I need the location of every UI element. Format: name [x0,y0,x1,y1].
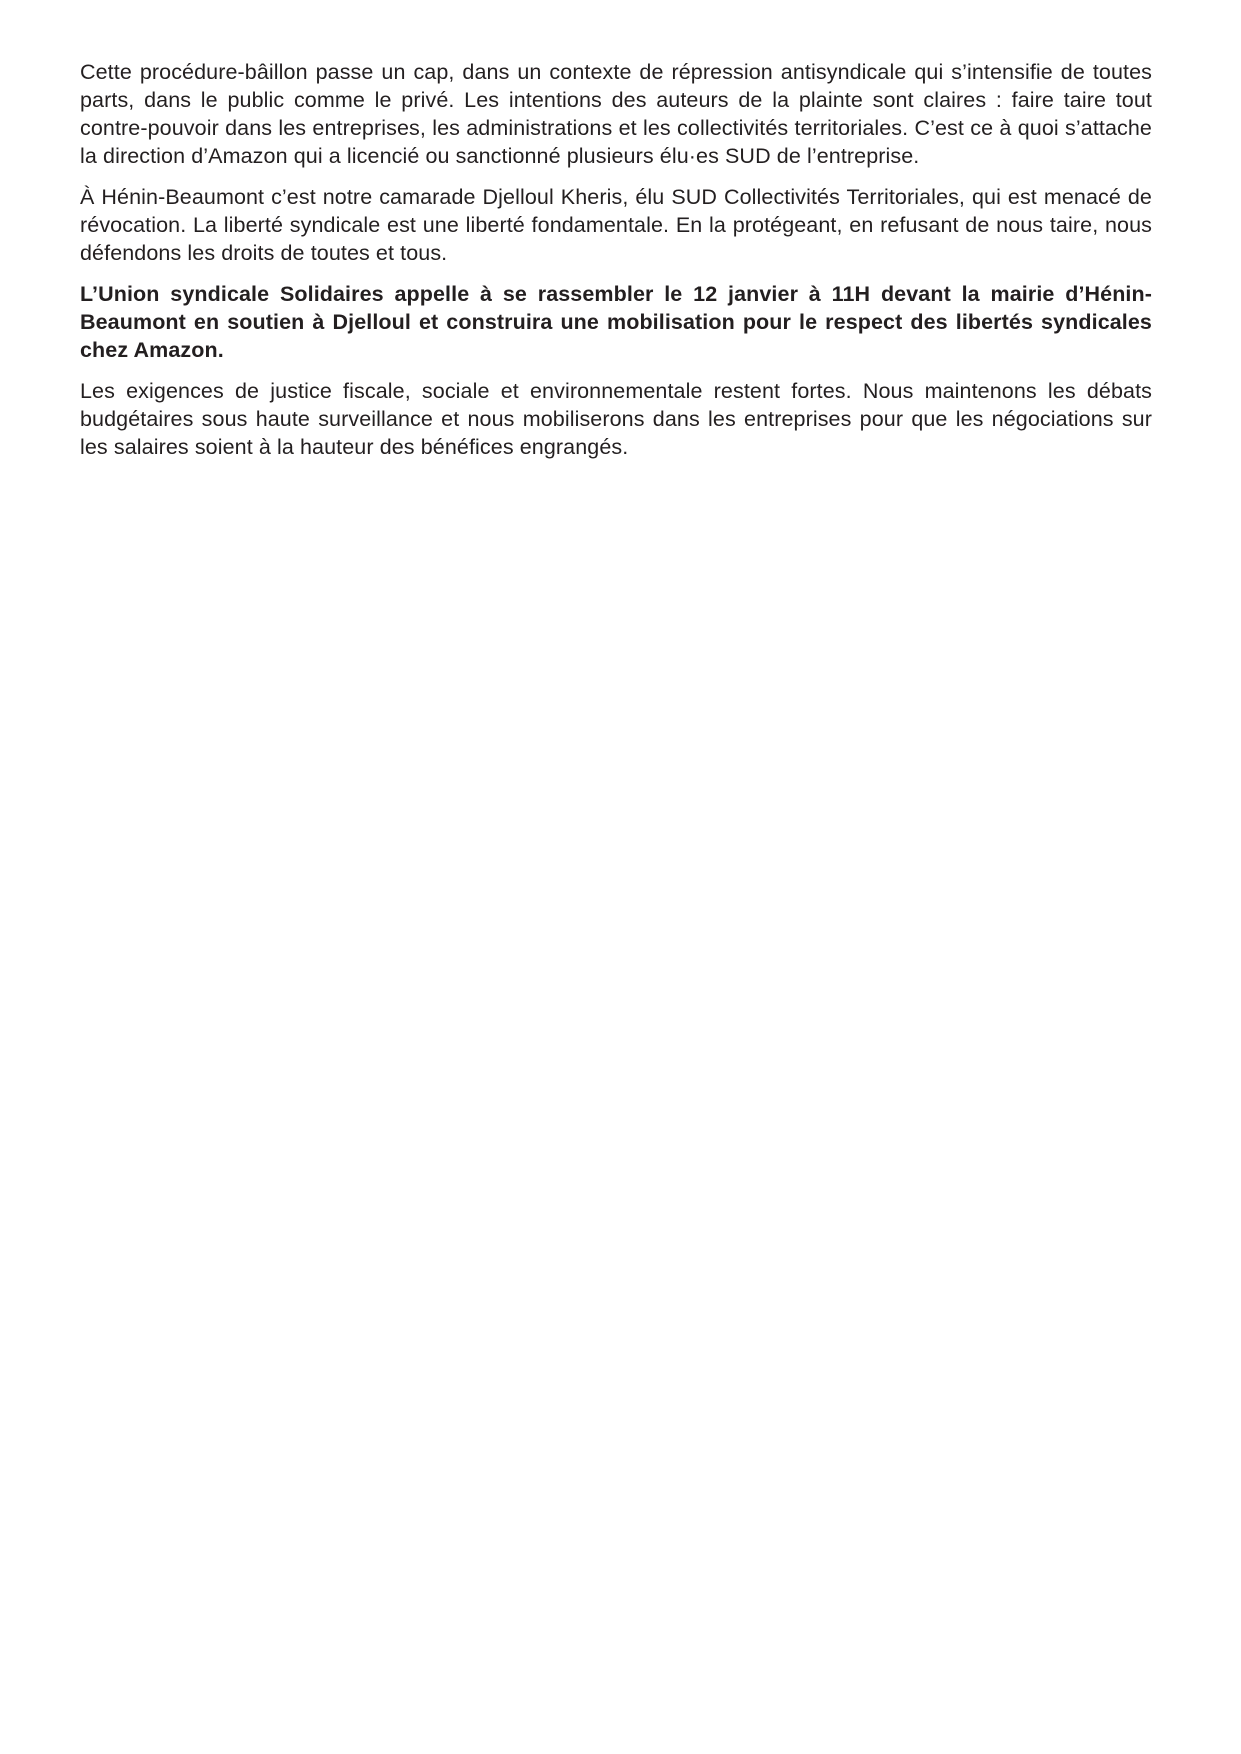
paragraph-2: À Hénin-Beaumont c’est notre camarade Djelloul Kheris, élu SUD Collectivités Territoriales, qui est menacé de révocation. La liberté syndicale est une liberté fondamentale. En la protégeant, en refusant de nous taire, nous défendons les droits de toutes et tous. [80,185,1152,265]
text-block [80,58,1152,474]
paragraph-1: Cette procédure-bâillon passe un cap, dans un contexte de répression antisyndicale qui s’intensifie de toutes parts, dans le public comme le privé. Les intentions des auteurs de la plainte sont claires : faire taire tout contre-pouvoir dans les entreprises, les administrations et les collectivités territoriales. C’est ce à quoi s’attache la direction d’Amazon qui a licencié ou sanctionné plusieurs élu·es SUD de l’entreprise. [80,60,1152,168]
paragraph-3-call-to-action: L’Union syndicale Solidaires appelle à se rassembler le 12 janvier à 11H devant la mairie d’Hénin-Beaumont en soutien à Djelloul et construira une mobilisation pour le respect des libertés syndicales chez Amazon. [80,282,1152,362]
paragraph-4: Les exigences de justice fiscale, sociale et environnementale restent fortes. Nous maintenons les débats budgétaires sous haute surveillance et nous mobiliserons dans les entreprises pour que les négociations sur les salaires soient à la hauteur des bénéfices engrangés. [80,379,1152,459]
